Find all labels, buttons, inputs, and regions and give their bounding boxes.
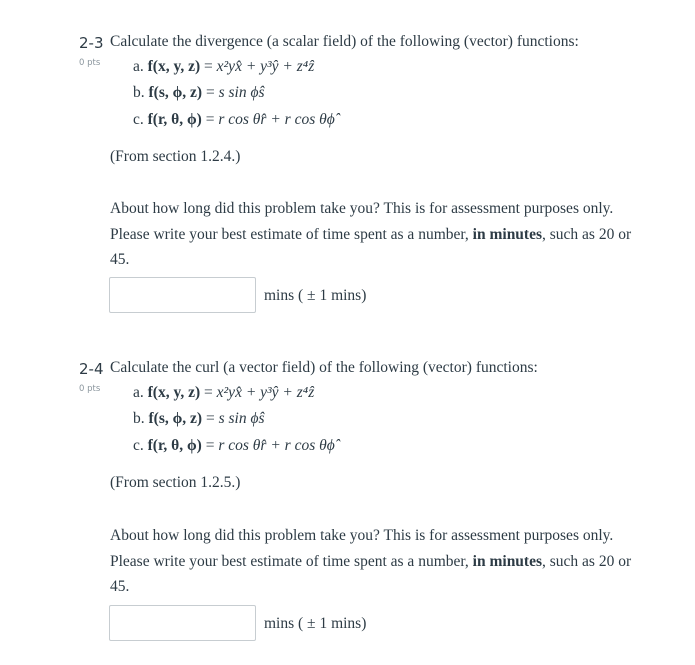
emphasis-minutes: in minutes <box>472 225 543 243</box>
equation-lhs: f(x, y, z) <box>147 384 201 401</box>
question-points: 0 pts <box>79 384 101 394</box>
question-number: 2-4 <box>79 360 104 378</box>
equation-part-a: a. f(x, y, z) = x²yx̂ + y³ŷ + z⁴ẑ <box>133 58 315 75</box>
equation-lhs: f(s, ϕ, z) <box>148 410 203 427</box>
emphasis-minutes: in minutes <box>472 552 543 570</box>
minutes-answer-input[interactable] <box>109 277 256 313</box>
equation-lhs: f(r, θ, ϕ) <box>147 437 202 454</box>
part-label: a. <box>133 384 144 401</box>
part-label: b. <box>133 410 145 427</box>
equation-part-c: c. f(r, θ, ϕ) = r cos θr̂ + r cos θϕ̂ <box>133 111 335 128</box>
equation-rhs: x²yx̂ + y³ŷ + z⁴ẑ <box>216 58 315 75</box>
source-section: (From section 1.2.4.) <box>110 148 241 165</box>
equation-part-c: c. f(r, θ, ϕ) = r cos θr̂ + r cos θϕ̂ <box>133 437 335 454</box>
part-label: c. <box>133 111 144 128</box>
equation-rhs: s sin ϕŝ <box>218 84 265 101</box>
source-section: (From section 1.2.5.) <box>110 474 241 491</box>
equation-rhs: r cos θr̂ + r cos θϕ̂ <box>218 437 335 454</box>
equation-part-a: a. f(x, y, z) = x²yx̂ + y³ŷ + z⁴ẑ <box>133 384 315 401</box>
question-prompt: Calculate the divergence (a scalar field) of the following (vector) functions: <box>110 33 579 50</box>
part-label: c. <box>133 437 144 454</box>
equation-lhs: f(r, θ, ϕ) <box>147 111 202 128</box>
equation-rhs: s sin ϕŝ <box>218 410 265 427</box>
minutes-answer-input[interactable] <box>109 605 256 641</box>
equation-rhs: x²yx̂ + y³ŷ + z⁴ẑ <box>216 384 315 401</box>
equation-part-b: b. f(s, ϕ, z) = s sin ϕŝ <box>133 84 265 101</box>
question-number: 2-3 <box>79 34 104 52</box>
part-label: a. <box>133 58 144 75</box>
equation-lhs: f(x, y, z) <box>147 58 201 75</box>
equation-part-b: b. f(s, ϕ, z) = s sin ϕŝ <box>133 410 265 427</box>
time-estimate-prompt: About how long did this problem take you? This is for assessment purposes only. Please write your best estimate of time spent as a number, in minutes, such as 20 or 45. <box>110 527 632 595</box>
answer-unit-label: mins ( ± 1 mins) <box>264 287 367 304</box>
answer-unit-label: mins ( ± 1 mins) <box>264 615 367 632</box>
part-label: b. <box>133 84 145 101</box>
equation-rhs: r cos θr̂ + r cos θϕ̂ <box>218 111 335 128</box>
time-estimate-prompt: About how long did this problem take you? This is for assessment purposes only. Please write your best estimate of time spent as a number, in minutes, such as 20 or 45. <box>110 200 632 268</box>
question-prompt: Calculate the curl (a vector field) of the following (vector) functions: <box>110 359 538 376</box>
equation-lhs: f(s, ϕ, z) <box>148 84 203 101</box>
question-points: 0 pts <box>79 58 101 68</box>
